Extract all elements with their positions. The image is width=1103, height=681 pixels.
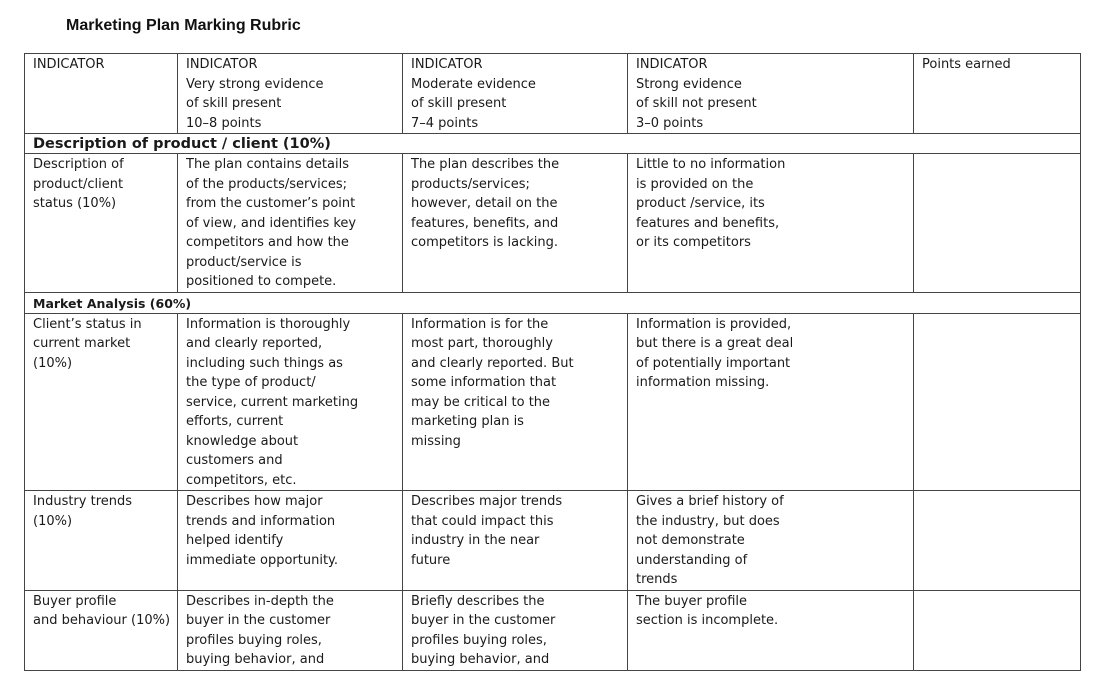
cell-line: and clearly reported. But bbox=[411, 355, 574, 371]
cell-line: positioned to compete. bbox=[186, 274, 337, 289]
moderate-evidence-cell bbox=[403, 313, 628, 491]
cell-line: The plan describes the bbox=[411, 157, 560, 172]
cell-line: Gives a brief history of bbox=[636, 494, 784, 509]
cell-line: (10%) bbox=[33, 513, 73, 529]
strong-evidence-cell bbox=[178, 491, 403, 591]
moderate-evidence-cell bbox=[403, 491, 628, 591]
cell-line: buyer in the customer bbox=[411, 613, 556, 628]
cell-line: Information is thoroughly bbox=[186, 316, 351, 332]
cell-line: from the customer’s point bbox=[186, 196, 356, 211]
indicator-cell bbox=[25, 313, 178, 491]
cell-line: however, detail on the bbox=[411, 196, 558, 211]
cell-line: Information is provided, bbox=[636, 316, 792, 332]
cell-line: buyer in the customer bbox=[186, 613, 331, 628]
rubric-table bbox=[24, 53, 1081, 671]
cell-line: INDICATOR bbox=[636, 57, 708, 72]
cell-line: Buyer profile bbox=[33, 593, 117, 609]
cell-line: knowledge about bbox=[186, 433, 299, 449]
cell-line: missing bbox=[411, 433, 461, 449]
cell-line: Moderate evidence bbox=[411, 76, 536, 92]
cell-line: Little to no information bbox=[636, 157, 786, 172]
cell-line: INDICATOR bbox=[186, 57, 258, 72]
cell-line: not demonstrate bbox=[636, 533, 745, 548]
section-heading-row bbox=[25, 134, 1081, 154]
cell-line: of view, and identifies key bbox=[186, 215, 357, 231]
cell-line: immediate opportunity. bbox=[186, 552, 339, 568]
cell-line: Industry trends bbox=[33, 494, 133, 509]
cell-line: of potentially important bbox=[636, 355, 791, 371]
cell-line: including such things as bbox=[186, 355, 343, 371]
table-row bbox=[25, 590, 1081, 670]
strong-evidence-cell bbox=[178, 590, 403, 670]
cell-line: Briefly describes the bbox=[411, 593, 545, 609]
cell-line: product/client bbox=[33, 176, 124, 192]
cell-line: future bbox=[411, 552, 451, 568]
cell-line: of skill not present bbox=[636, 96, 757, 111]
cell-line: Describes how major bbox=[186, 494, 323, 509]
cell-line: The buyer profile bbox=[636, 593, 748, 609]
cell-line: section is incomplete. bbox=[636, 613, 779, 628]
cell-line: status (10%) bbox=[33, 196, 117, 211]
cell-line: the industry, but does bbox=[636, 513, 780, 529]
table-row bbox=[25, 313, 1081, 491]
cell-line: profiles buying roles, bbox=[411, 632, 547, 648]
table-row bbox=[25, 154, 1081, 293]
header-indicator-cell bbox=[25, 54, 178, 134]
header-weak-cell bbox=[628, 54, 914, 134]
points-earned-cell[interactable] bbox=[914, 154, 1081, 293]
cell-line: Information is for the bbox=[411, 316, 549, 332]
cell-line: of skill present bbox=[186, 96, 282, 111]
cell-line: of skill present bbox=[411, 96, 507, 111]
cell-line: competitors, etc. bbox=[186, 472, 297, 488]
cell-line: the type of product/ bbox=[186, 375, 316, 390]
cell-line: and clearly reported, bbox=[186, 336, 323, 351]
strong-evidence-cell bbox=[178, 313, 403, 491]
cell-line: product /service, its bbox=[636, 196, 765, 211]
points-earned-cell[interactable] bbox=[914, 313, 1081, 491]
cell-line: features, benefits, and bbox=[411, 215, 559, 231]
cell-line: current market bbox=[33, 336, 131, 351]
indicator-cell bbox=[25, 491, 178, 591]
moderate-evidence-cell bbox=[403, 154, 628, 293]
cell-line: industry in the near bbox=[411, 533, 540, 548]
section-heading-row bbox=[25, 292, 1081, 313]
indicator-cell bbox=[25, 590, 178, 670]
cell-line: trends bbox=[636, 572, 678, 587]
cell-line: (10%) bbox=[33, 355, 73, 371]
cell-line: service, current marketing bbox=[186, 394, 359, 410]
indicator-cell bbox=[25, 154, 178, 293]
cell-line: competitors is lacking. bbox=[411, 235, 559, 250]
cell-line: marketing plan is bbox=[411, 414, 524, 429]
cell-line: helped identify bbox=[186, 533, 284, 548]
points-earned-cell[interactable] bbox=[914, 491, 1081, 591]
cell-line: or its competitors bbox=[636, 235, 751, 250]
cell-line: profiles buying roles, bbox=[186, 632, 322, 648]
cell-line: buying behavior, and bbox=[411, 652, 550, 667]
cell-line: 7–4 points bbox=[411, 115, 479, 131]
cell-line: The plan contains details bbox=[186, 157, 349, 172]
table-row bbox=[25, 491, 1081, 591]
cell-line: product/service is bbox=[186, 254, 302, 270]
cell-line: Describes major trends bbox=[411, 494, 563, 509]
cell-line: of the products/services; bbox=[186, 176, 348, 192]
section-heading: Market Analysis (60%) bbox=[25, 292, 1081, 313]
page-title: Marketing Plan Marking Rubric bbox=[66, 17, 301, 34]
section-heading: Description of product / client (10%) bbox=[25, 134, 1081, 154]
cell-line: and behaviour (10%) bbox=[33, 613, 171, 628]
cell-line: information missing. bbox=[636, 375, 770, 390]
header-points-cell bbox=[914, 54, 1081, 134]
cell-line: 3–0 points bbox=[636, 115, 704, 131]
strong-evidence-cell bbox=[178, 154, 403, 293]
weak-evidence-cell bbox=[628, 590, 914, 670]
cell-line: Strong evidence bbox=[636, 76, 742, 92]
cell-line: trends and information bbox=[186, 513, 336, 529]
cell-line: Very strong evidence bbox=[186, 76, 324, 92]
cell-line: efforts, current bbox=[186, 414, 284, 429]
moderate-evidence-cell bbox=[403, 590, 628, 670]
header-moderate-cell bbox=[403, 54, 628, 134]
weak-evidence-cell bbox=[628, 154, 914, 293]
cell-line: Description of bbox=[33, 157, 124, 172]
cell-line: Points earned bbox=[922, 57, 1011, 72]
cell-line: may be critical to the bbox=[411, 394, 551, 410]
cell-line: INDICATOR bbox=[33, 57, 105, 72]
cell-line: Describes in-depth the bbox=[186, 593, 334, 609]
cell-line: 10–8 points bbox=[186, 115, 262, 131]
weak-evidence-cell bbox=[628, 491, 914, 591]
points-earned-cell[interactable] bbox=[914, 590, 1081, 670]
cell-line: competitors and how the bbox=[186, 235, 349, 250]
cell-line: products/services; bbox=[411, 176, 530, 192]
cell-line: some information that bbox=[411, 375, 557, 390]
cell-line: understanding of bbox=[636, 552, 748, 568]
cell-line: but there is a great deal bbox=[636, 336, 794, 351]
header-row bbox=[25, 54, 1081, 134]
cell-line: customers and bbox=[186, 453, 283, 468]
cell-line: Client’s status in bbox=[33, 316, 142, 332]
cell-line: that could impact this bbox=[411, 513, 554, 529]
weak-evidence-cell bbox=[628, 313, 914, 491]
cell-line: buying behavior, and bbox=[186, 652, 325, 667]
cell-line: INDICATOR bbox=[411, 57, 483, 72]
header-strong-cell bbox=[178, 54, 403, 134]
cell-line: most part, thoroughly bbox=[411, 336, 553, 351]
cell-line: features and benefits, bbox=[636, 215, 780, 231]
cell-line: is provided on the bbox=[636, 176, 754, 192]
